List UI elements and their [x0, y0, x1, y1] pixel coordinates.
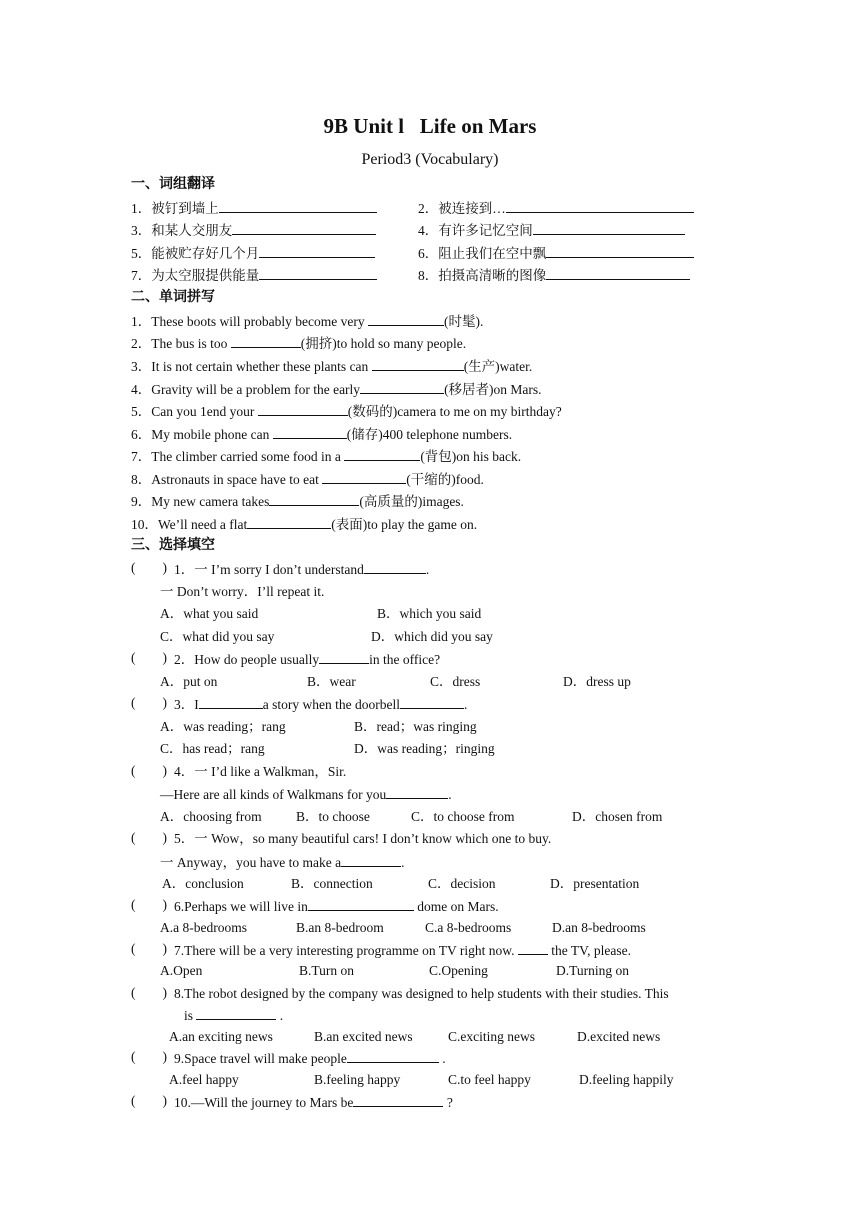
option-a: A.Open	[160, 963, 203, 978]
spelling-text: 5．Can you 1end your	[131, 404, 258, 419]
spelling-item	[131, 515, 477, 534]
question-end: .	[448, 787, 452, 802]
option-d: D．chosen from	[572, 809, 663, 824]
answer-bracket[interactable]: ( )	[131, 1093, 167, 1108]
question-text: 6.Perhaps we will live in	[174, 899, 308, 914]
spelling-hint: (拥挤)to hold so many people.	[300, 336, 467, 351]
answer-bracket[interactable]: ( )	[131, 941, 167, 956]
answer-blank[interactable]	[232, 221, 376, 235]
spelling-item	[131, 470, 484, 489]
spelling-item	[131, 312, 483, 331]
answer-blank[interactable]	[533, 221, 685, 235]
question-text: 9.Space travel will make people	[174, 1051, 347, 1066]
answer-blank[interactable]	[360, 380, 444, 394]
question-line: 一 Don’t worry．I’ll repeat it.	[160, 584, 325, 599]
question-text: —Here are all kinds of Walkmans for you	[160, 787, 387, 802]
question-stem	[184, 1006, 283, 1025]
option-c: C.Opening	[429, 963, 488, 978]
page-subtitle: Period3 (Vocabulary)	[361, 151, 499, 168]
option-b: B.Turn on	[299, 963, 355, 978]
phrase-item	[418, 244, 694, 263]
question-stem	[174, 560, 429, 579]
answer-bracket[interactable]: ( )	[131, 897, 167, 912]
answer-blank[interactable]	[231, 334, 301, 348]
question-stem	[174, 897, 499, 916]
question-end: the TV, please.	[547, 943, 632, 958]
question-end: .	[463, 697, 468, 712]
spelling-hint: (生产)water.	[463, 359, 533, 374]
phrase-text: 2．被连接到…	[418, 201, 506, 216]
question-end: .	[438, 1051, 446, 1066]
phrase-item	[418, 199, 694, 218]
answer-blank[interactable]	[247, 515, 331, 529]
question-text: 7.There will be a very interesting programme on TV right now.	[174, 943, 518, 958]
question-stem	[160, 785, 452, 804]
option-a: A．conclusion	[162, 876, 244, 891]
question-text: 10.—Will the journey to Mars be	[174, 1095, 354, 1110]
option-d: D.an 8-bedrooms	[552, 920, 646, 935]
option-a: A．was reading；rang	[160, 719, 286, 734]
answer-bracket[interactable]: ( )	[131, 1049, 167, 1064]
question-end: .	[425, 562, 430, 577]
answer-blank[interactable]	[219, 199, 377, 213]
question-text: 4．一 I’d like a Walkman，Sir.	[174, 764, 347, 779]
phrase-item	[131, 266, 377, 285]
spelling-item	[131, 380, 542, 399]
answer-blank	[341, 853, 401, 867]
question-text: 1．一 I’m sorry I don’t understand	[174, 562, 364, 577]
spelling-hint: (干缩的)food.	[406, 472, 484, 487]
question-stem	[174, 695, 467, 714]
answer-bracket[interactable]: ( )	[131, 985, 167, 1000]
question-text: 3．I	[174, 697, 199, 712]
spelling-text: 1．These boots will probably become very	[131, 314, 368, 329]
phrase-text: 5．能被贮存好几个月	[131, 246, 260, 261]
spelling-text: 4．Gravity will be a problem for the early	[131, 382, 361, 397]
answer-blank[interactable]	[322, 470, 406, 484]
phrase-text: 3．和某人交朋友	[131, 223, 233, 238]
answer-blank[interactable]	[506, 199, 694, 213]
spelling-hint: (时髦).	[443, 314, 484, 329]
question-stem	[174, 1093, 453, 1112]
answer-blank[interactable]	[368, 312, 444, 326]
option-c: C．dress	[430, 674, 481, 689]
option-b: B．read；was ringing	[354, 719, 477, 734]
question-text: 一 Anyway，you have to make a	[160, 855, 342, 870]
option-c: C.exciting news	[448, 1029, 535, 1044]
section2-heading: 二、单词拼写	[131, 290, 215, 305]
spelling-item	[131, 425, 512, 444]
question-stem	[174, 650, 440, 669]
section1-heading: 一、词组翻译	[131, 177, 215, 192]
phrase-item	[131, 199, 377, 218]
option-b: B．connection	[291, 876, 373, 891]
option-c: C.a 8-bedrooms	[425, 920, 512, 935]
option-c: C．has read；rang	[160, 741, 265, 756]
question-end: dome on Mars.	[413, 899, 499, 914]
option-b: B．wear	[307, 674, 356, 689]
question-end: .	[276, 1008, 284, 1023]
option-a: A.a 8-bedrooms	[160, 920, 247, 935]
option-d: D．was reading；ringing	[354, 741, 495, 756]
spelling-hint: (移居者)on Mars.	[444, 382, 542, 397]
question-end: ?	[443, 1095, 453, 1110]
phrase-item	[418, 266, 690, 285]
option-c: C．what did you say	[160, 629, 275, 644]
answer-blank	[364, 560, 426, 574]
question-stem	[160, 853, 404, 872]
spelling-item	[131, 357, 532, 376]
phrase-item	[131, 244, 375, 263]
option-a: A.feel happy	[169, 1072, 239, 1087]
spelling-item	[131, 492, 464, 511]
answer-blank	[347, 1049, 439, 1063]
answer-blank[interactable]	[258, 402, 348, 416]
spelling-item	[131, 402, 562, 421]
answer-blank[interactable]	[344, 447, 420, 461]
answer-bracket[interactable]: ( )	[131, 650, 167, 665]
question-text: 2．How do people usually	[174, 652, 320, 667]
question-stem	[174, 941, 631, 960]
question-text: 8.The robot designed by the company was designed to help students with their studies. This	[174, 986, 669, 1001]
option-a: A．put on	[160, 674, 218, 689]
option-d: D.feeling happily	[579, 1072, 674, 1087]
phrase-text: 1．被钉到墙上	[131, 201, 219, 216]
answer-blank[interactable]	[546, 244, 694, 258]
answer-blank	[518, 941, 548, 955]
section3-heading: 三、选择填空	[131, 538, 215, 553]
option-c: C．decision	[428, 876, 496, 891]
spelling-text: 9．My new camera takes	[131, 494, 270, 509]
page-title: 9B Unit l Life on Mars	[323, 114, 537, 138]
answer-blank[interactable]	[269, 492, 359, 506]
answer-blank[interactable]	[273, 425, 347, 439]
option-a: A．choosing from	[160, 809, 262, 824]
answer-blank	[199, 695, 263, 709]
spelling-text: 3．It is not certain whether these plants can	[131, 359, 372, 374]
spelling-hint: (表面)to play the game on.	[331, 517, 478, 532]
spelling-text: 6．My mobile phone can	[131, 427, 273, 442]
option-d: D．which did you say	[371, 629, 493, 644]
spelling-hint: (高质量的)images.	[359, 494, 464, 509]
spelling-hint: (储存)400 telephone numbers.	[346, 427, 513, 442]
phrase-text: 4．有许多记忆空间	[418, 223, 533, 238]
question-text: 5．一 Wow，so many beautiful cars! I don’t know which one to buy.	[174, 831, 552, 846]
option-d: D.Turning on	[556, 963, 630, 978]
answer-blank	[353, 1093, 443, 1107]
phrase-text: 8．拍摄高清晰的图像	[418, 268, 547, 283]
spelling-text: 7．The climber carried some food in a	[131, 449, 345, 464]
answer-bracket[interactable]: ( )	[131, 763, 167, 778]
answer-blank[interactable]	[259, 244, 375, 258]
option-b: B.an excited news	[314, 1029, 413, 1044]
phrase-item	[131, 221, 376, 240]
option-d: D.excited news	[577, 1029, 661, 1044]
answer-blank	[319, 650, 369, 664]
spelling-text: 8．Astronauts in space have to eat	[131, 472, 323, 487]
option-b: B．to choose	[296, 809, 370, 824]
option-c: C．to choose from	[411, 809, 515, 824]
answer-blank	[196, 1006, 276, 1020]
option-b: B．which you said	[377, 606, 482, 621]
option-b: B.feeling happy	[314, 1072, 401, 1087]
phrase-item	[418, 221, 685, 240]
answer-blank[interactable]	[372, 357, 464, 371]
answer-bracket[interactable]: ( )	[131, 560, 167, 575]
option-a: A.an exciting news	[169, 1029, 273, 1044]
option-d: D．presentation	[550, 876, 640, 891]
answer-blank	[386, 785, 448, 799]
spelling-text: 2．The bus is too	[131, 336, 231, 351]
answer-blank	[400, 695, 464, 709]
phrase-text: 7．为太空服提供能量	[131, 268, 260, 283]
spelling-hint: (数码的)camera to me on my birthday?	[347, 404, 562, 419]
spelling-item	[131, 334, 466, 353]
option-d: D．dress up	[563, 674, 631, 689]
question-stem	[174, 1049, 446, 1068]
spelling-text: 10．We’ll need a flat	[131, 517, 248, 532]
option-c: C.to feel happy	[448, 1072, 531, 1087]
answer-blank[interactable]	[546, 266, 690, 280]
option-a: A．what you said	[160, 606, 259, 621]
answer-bracket[interactable]: ( )	[131, 695, 167, 710]
question-end: .	[401, 855, 405, 870]
phrase-text: 6．阻止我们在空中飘	[418, 246, 547, 261]
spelling-hint: (背包)on his back.	[420, 449, 522, 464]
spelling-item	[131, 447, 521, 466]
question-text: is	[184, 1008, 197, 1023]
option-b: B.an 8-bedroom	[296, 920, 384, 935]
question-end: in the office?	[369, 652, 441, 667]
answer-blank	[308, 897, 414, 911]
answer-bracket[interactable]: ( )	[131, 830, 167, 845]
question-text: a story when the doorbell	[262, 697, 400, 712]
answer-blank[interactable]	[259, 266, 377, 280]
